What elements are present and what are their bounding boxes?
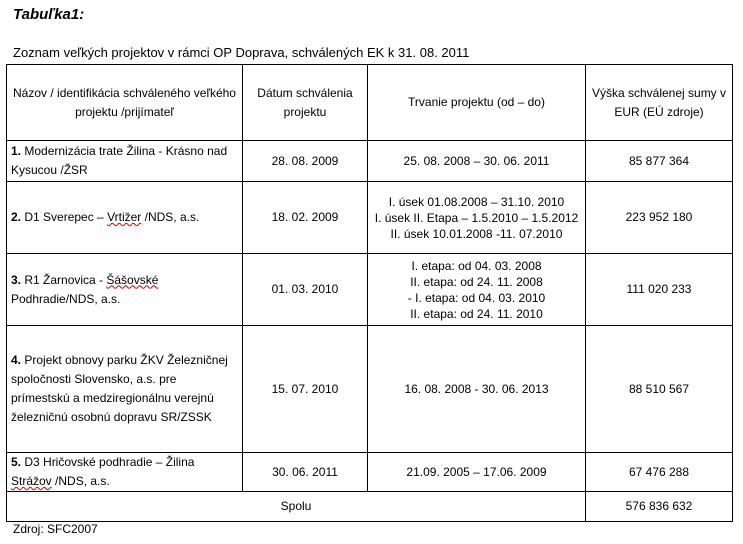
project-duration bbox=[368, 182, 586, 254]
total-amount: 576 836 632 bbox=[586, 492, 733, 522]
table-row bbox=[7, 453, 733, 492]
project-name: 4. Projekt obnovy parku ŽKV Železničnej spoločnosti Slovensko, a.s. pre prímestskú a medziregionálnu verejnú železničnú osobnú dopravu SR/ZSSK bbox=[7, 326, 243, 453]
header-duration: Trvanie projektu (od – do) bbox=[368, 65, 586, 141]
project-number: 3. bbox=[11, 272, 22, 287]
spellcheck-word: Vrtižer bbox=[107, 210, 142, 224]
approved-amount: 223 952 180 bbox=[586, 182, 733, 254]
header-amount: Výška schválenej sumy v EUR (EÚ zdroje) bbox=[586, 65, 733, 141]
duration-line: II. etapa: od 24. 11. 2008 bbox=[410, 274, 543, 289]
approval-date: 30. 06. 2011 bbox=[243, 453, 368, 492]
table-row bbox=[7, 141, 733, 182]
project-name: 3. R1 Žarnovica - Šášovské Podhradie/NDS, a.s. bbox=[7, 254, 243, 326]
approval-date: 01. 03. 2010 bbox=[243, 254, 368, 326]
header-name: Názov / identifikácia schváleného veľkého projektu /prijímateľ bbox=[7, 65, 243, 141]
project-name: 5. D3 Hričovské podhradie – Žilina Strážov /NDS, a.s. bbox=[7, 453, 243, 492]
approved-amount: 67 476 288 bbox=[586, 453, 733, 492]
project-number: 4. bbox=[11, 353, 22, 367]
approval-date: 15. 07. 2010 bbox=[243, 326, 368, 453]
total-row bbox=[7, 492, 733, 522]
project-number: 2. bbox=[11, 210, 22, 224]
spellcheck-word: Strážov bbox=[11, 474, 52, 488]
table-row bbox=[7, 254, 733, 326]
duration-line: I. úsek 01.08.2008 – 31.10. 2010 bbox=[388, 194, 565, 209]
project-duration: 21.09. 2005 – 17.06. 2009 bbox=[368, 453, 586, 492]
table-title: Tabuľka1: bbox=[13, 6, 85, 23]
duration-line: II. úsek 10.01.2008 -11. 07.2010 bbox=[390, 226, 563, 241]
approval-date: 28. 08. 2009 bbox=[243, 141, 368, 182]
project-name: 2. D1 Sverepec – Vrtižer /NDS, a.s. bbox=[7, 182, 243, 254]
project-number: 1. bbox=[11, 144, 22, 158]
spellcheck-word: Šášovské bbox=[106, 272, 159, 287]
approval-date: 18. 02. 2009 bbox=[243, 182, 368, 254]
duration-line: - I. etapa: od 04. 03. 2010 bbox=[407, 290, 546, 305]
project-name: 1. Modernizácia trate Žilina - Krásno nad Kysucou /ŽSR bbox=[7, 141, 243, 182]
duration-line: II. etapa: od 24. 11. 2010 bbox=[410, 306, 543, 321]
header-row bbox=[7, 65, 733, 141]
table-row bbox=[7, 182, 733, 254]
total-label: Spolu bbox=[7, 492, 586, 522]
approved-amount: 85 877 364 bbox=[586, 141, 733, 182]
project-duration: 25. 08. 2008 – 30. 06. 2011 bbox=[368, 141, 586, 182]
duration-line: I. úsek II. Etapa – 1.5.2010 – 1.5.2012 bbox=[374, 210, 579, 225]
project-duration: 16. 08. 2008 - 30. 06. 2013 bbox=[368, 326, 586, 453]
table-caption: Zoznam veľkých projektov v rámci OP Doprava, schválených EK k 31. 08. 2011 bbox=[13, 45, 470, 60]
table-row bbox=[7, 326, 733, 453]
duration-line: I. etapa: od 04. 03. 2008 bbox=[411, 258, 542, 273]
source-note: Zdroj: SFC2007 bbox=[13, 522, 98, 536]
projects-table bbox=[6, 64, 733, 522]
approved-amount: 88 510 567 bbox=[586, 326, 733, 453]
approved-amount: 111 020 233 bbox=[586, 254, 733, 326]
project-duration bbox=[368, 254, 586, 326]
project-number: 5. bbox=[11, 455, 22, 469]
header-date: Dátum schválenia projektu bbox=[243, 65, 368, 141]
